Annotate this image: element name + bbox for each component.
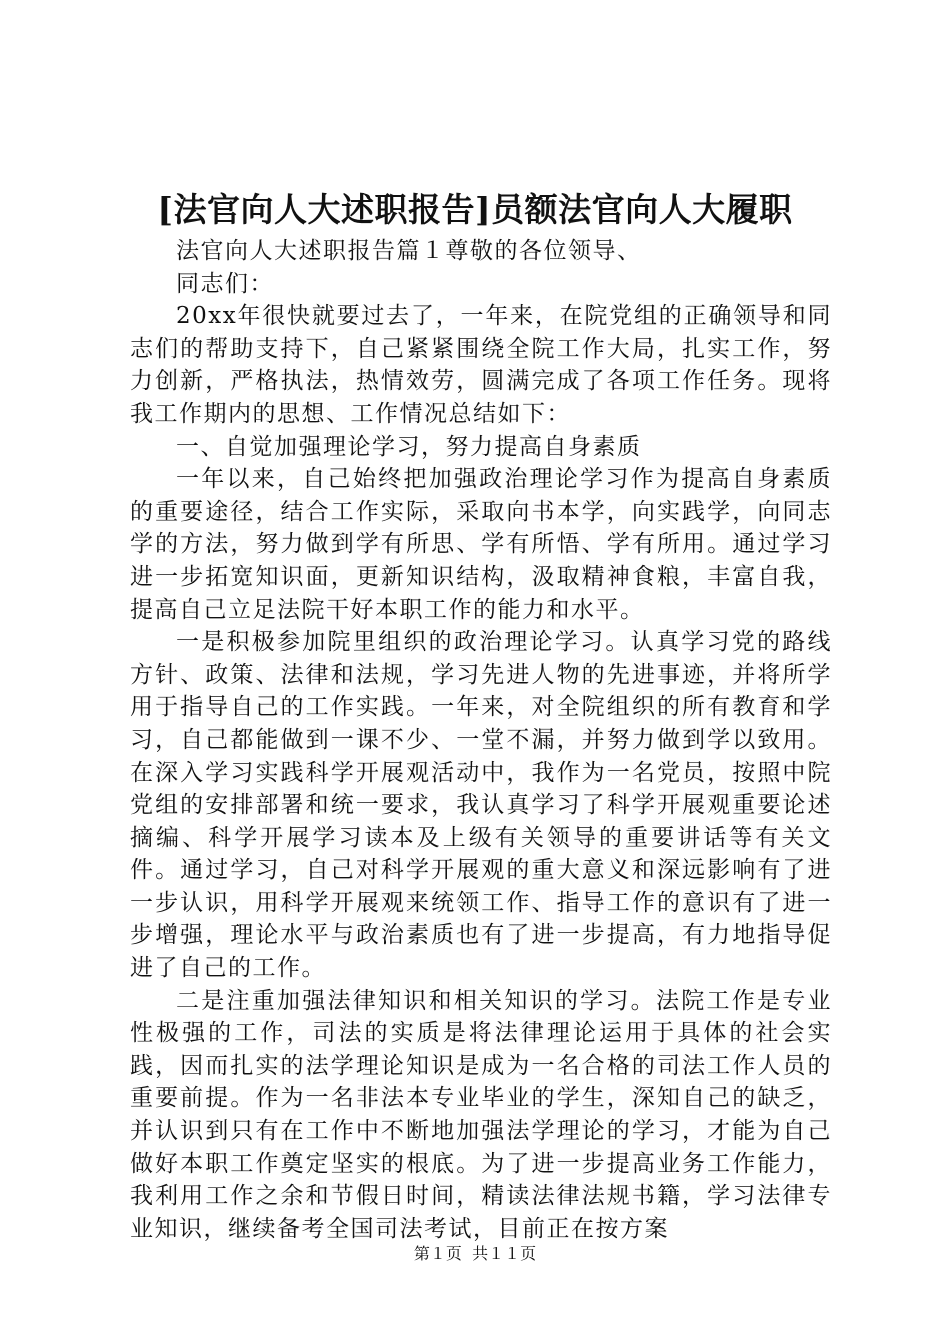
paragraph: 二是注重加强法律知识和相关知识的学习。法院工作是专业性极强的工作，司法的实质是将法律理论运用于具体的社会实践，因而扎实的法学理论知识是成为一名合格的司法工作人员的重要前提。作为一名非法本专业毕业的学生，深知自己的缺乏，并认识到只有在工作中不断地加强法学理论的学习，才能为自己做好本职工作奠定坚实的根底。为了进一步提高业务工作能力，我利用工作之余和节假日时间，精读法律法规书籍，学习法律专业知识，继续备考全国司法考试，目前正在按方案: [130, 987, 832, 1242]
paragraph: 20xx年很快就要过去了，一年来，在院党组的正确领导和同志们的帮助支持下，自己紧紧围绕全院工作大局，扎实工作，努力创新，严格执法，热情效劳，圆满完成了各项工作任务。现将我工作期内的思想、工作情况总结如下：: [130, 303, 832, 427]
document-body: [130, 235, 832, 1245]
section-heading: 一、自觉加强理论学习，努力提高自身素质: [176, 433, 642, 460]
paragraph: 一年以来，自己始终把加强政治理论学习作为提高自身素质的重要途径，结合工作实际，采取向书本学，向实践学，向同志学的方法，努力做到学有所思、学有所悟、学有所用。通过学习进一步拓宽知识面，更新知识结构，汲取精神食粮，丰富自我，提高自己立足法院干好本职工作的能力和水平。: [130, 466, 832, 623]
document-title: [法官向人大述职报告]员额法官向人大履职: [157, 190, 793, 229]
page-number: 第１页: [413, 1244, 462, 1263]
paragraph: 一是积极参加院里组织的政治理论学习。认真学习党的路线方针、政策、法律和法规，学习先进人物的先进事迹，并将所学用于指导自己的工作实践。一年来，对全院组织的所有教育和学习，自己都能做到一课不少、一堂不漏，并努力做到学以致用。在深入学习实践科学开展观活动中，我作为一名党员，按照中院党组的安排部署和统一要求，我认真学习了科学开展观重要论述摘编、科学开展学习读本及上级有关领导的重要讲话等有关文件。通过学习，自己对科学开展观的重大意义和深远影响有了进一步认识，用科学开展观来统领工作、指导工作的意识有了进一步增强，理论水平与政治素质也有了进一步提高，有力地指导促进了自己的工作。: [130, 629, 832, 982]
paragraph: 法官向人大述职报告篇１尊敬的各位领导、: [176, 238, 642, 264]
page-total: 共１１页: [472, 1244, 537, 1263]
page-footer: [0, 1244, 950, 1264]
paragraph: 同志们：: [176, 270, 274, 297]
